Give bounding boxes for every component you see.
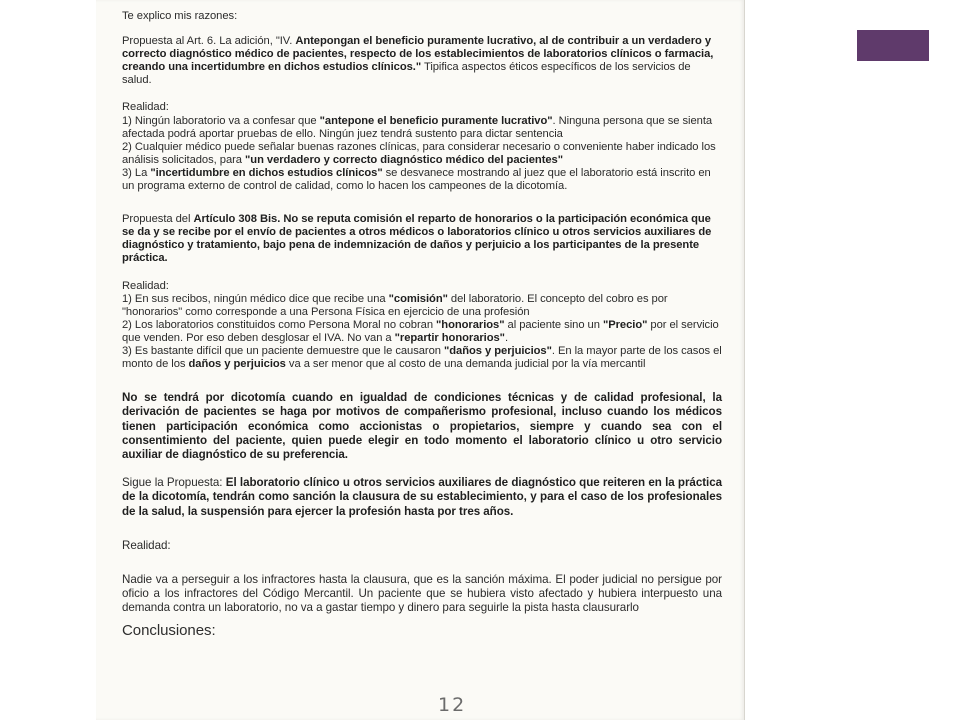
realidad-heading-1: Realidad:	[122, 101, 169, 114]
text-bold: "daños y perjuicios"	[444, 344, 552, 357]
text: se desvanece mostrando al juez que el laboratorio está inscrito en un programa externo de control de calidad, como lo hacen los campeones de la dicotomía.	[122, 166, 711, 193]
text: por el servicio que venden. Por eso deben desglosar el IVA. No van a	[122, 318, 719, 344]
handwritten-page-number: 12	[438, 694, 467, 716]
realidad1-item2	[122, 141, 722, 167]
realidad-heading-2: Realidad:	[122, 279, 169, 292]
text: 3) Es bastante difícil que un paciente demuestre que le causaron	[122, 344, 445, 357]
text: 1) En sus recibos, ningún médico dice que recibe una	[122, 292, 389, 305]
text: va a ser menor que al costo de una demanda judicial por la vía mercantil	[285, 358, 646, 371]
text: 3) La	[122, 166, 151, 179]
text: .	[504, 331, 509, 344]
text: al paciente sino un	[504, 318, 603, 331]
dicotomia-paragraph: No se tendrá por dicotomía cuando en igualdad de condiciones técnicas y de calidad profesional, la derivación de pacientes se haga por motivos de compañerismo profesional, incluso cuando los médicos tienen participación económica como accionistas o propietarios, siempre y cuando sea con el consentimiento del paciente, quien puede elegir en todo momento el laboratorio clínico u otro servicio auxiliar de diagnóstico de su preferencia.	[122, 391, 722, 461]
text-bold: "Precio"	[602, 318, 648, 331]
realidad-heading-3: Realidad:	[122, 538, 171, 552]
sigue-propuesta-lead: Sigue la Propuesta:	[122, 476, 226, 490]
text-bold: "incertidumbre en dichos estudios clínicos"	[150, 166, 383, 179]
document-text	[122, 10, 722, 637]
proposal-art6-tail: Tipifica aspectos éticos específicos de los servicios de salud.	[122, 61, 691, 87]
proposal-art6	[122, 35, 722, 87]
proposal-art6-bold: Antepongan el beneficio puramente lucrativo, al de contribuir a un verdadero y correcto diagnóstico médico de pacientes, respecto de los establecimientos de laboratorios clínicos o farmacia, creando una incertidumbre en dichos estudios clínicos."	[122, 35, 714, 74]
realidad1-item3	[122, 167, 722, 193]
proposal-art308	[122, 213, 722, 265]
proposal-art308-lead: Propuesta del	[122, 213, 194, 226]
text-bold: "un verdadero y correcto diagnóstico médico del pacientes"	[245, 153, 563, 166]
text-bold: "repartir honorarios"	[394, 331, 505, 344]
sigue-propuesta-bold: El laboratorio clínico u otros servicios auxiliares de diagnóstico que reiteren en la práctica de la dicotomía, tendrán como sanción la clausura de su establecimiento, y para el caso de los profesionales de la salud, la suspensión para ejercer la profesión hasta por tres años.	[122, 476, 722, 518]
text: 1) Ningún laboratorio va a confesar que	[122, 114, 320, 127]
text: 2) Cualquier médico puede señalar buenas razones clínicas, para considerar necesario o conveniente haber indicado los análisis solicitados, para	[122, 140, 716, 166]
text-bold: "antepone el beneficio puramente lucrativo"	[319, 114, 553, 127]
scanned-document-page	[96, 0, 745, 720]
text: del laboratorio. El concepto del cobro es por "honorarios" como corresponde a una Persona Física en ejercicio de una profesión	[122, 292, 668, 318]
sigue-propuesta	[122, 476, 722, 519]
realidad3-text: Nadie va a perseguir a los infractores hasta la clausura, que es la sanción máxima. El poder judicial no persigue por oficio a los infractores del Código Mercantil. Un paciente que se hubiera visto afectado y hubiera interpuesto una demanda contra un laboratorio, no va a gastar tiempo y dinero para seguirle la pista hasta clausurarlo	[122, 572, 722, 615]
realidad1-item1	[122, 115, 722, 141]
text-bold: "comisión"	[388, 292, 448, 305]
text: 2) Los laboratorios constituidos como Persona Moral no cobran	[122, 318, 437, 331]
intro-line: Te explico mis razones:	[122, 10, 238, 22]
realidad2-item1	[122, 293, 722, 319]
text: . En la mayor parte de los casos el monto de los	[122, 344, 722, 371]
text-bold: daños y perjuicios	[188, 358, 286, 371]
text-bold: "honorarios"	[436, 318, 505, 331]
conclusiones-heading: Conclusiones:	[122, 621, 216, 639]
proposal-art6-lead: Propuesta al Art. 6. La adición, "IV.	[122, 35, 296, 48]
text: . Ninguna persona que se sienta afectada podrá aportar pruebas de ello. Ningún juez tendrá sustento para dictar sentencia	[122, 114, 713, 140]
realidad2-item3	[122, 345, 722, 371]
accent-block	[857, 30, 929, 61]
realidad2-item2	[122, 319, 722, 345]
proposal-art308-bold: Artículo 308 Bis. No se reputa comisión el reparto de honorarios o la participación económica que se da y se recibe por el envío de pacientes a otros médicos o laboratorios clínico u otros servicios auxiliares de diagnóstico y tratamiento, bajo pena de indemnización de daños y perjuicio a los participantes de la presente práctica.	[122, 213, 712, 265]
